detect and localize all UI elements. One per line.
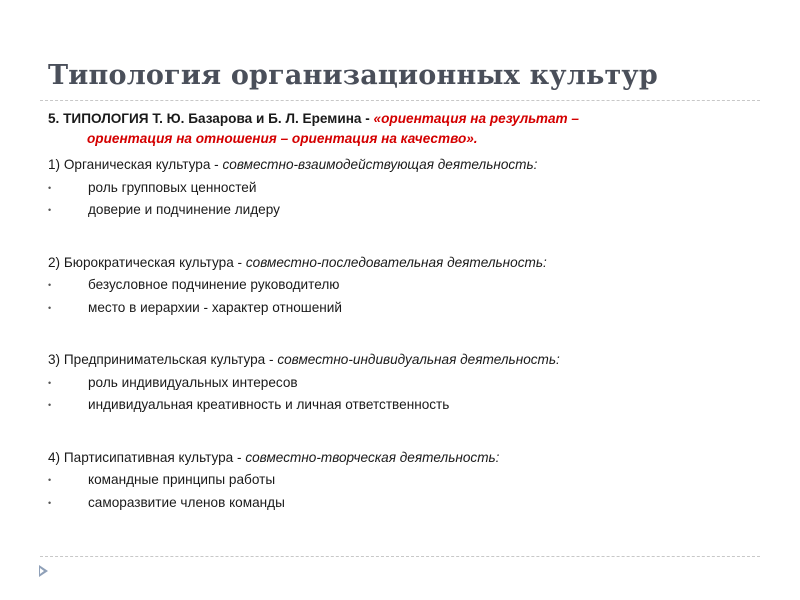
list-item-text: командные принципы работы	[88, 472, 276, 487]
bullet-icon: •	[48, 280, 52, 290]
list-item	[48, 199, 748, 222]
list-item	[48, 492, 748, 515]
typology-intro	[48, 108, 748, 150]
list-item	[48, 372, 748, 395]
slide-body	[48, 108, 748, 514]
list-item	[48, 274, 748, 297]
bullet-icon: •	[48, 205, 52, 215]
section-activity-type: совместно-последовательная деятельность:	[245, 254, 547, 270]
section-activity-type: совместно-творческая деятельность:	[245, 449, 500, 465]
section-heading-label: 3) Предпринимательская культура -	[48, 352, 278, 367]
spacer	[48, 417, 748, 439]
list-item	[48, 394, 748, 417]
list-item-text: безусловное подчинение руководителю	[88, 277, 340, 292]
intro-prefix: 5. ТИПОЛОГИЯ Т. Ю. Базарова и Б. Л. Еремина -	[48, 111, 374, 126]
section-heading-label: 4) Партисипативная культура -	[48, 449, 246, 465]
title-divider	[40, 100, 760, 101]
bullet-icon: •	[48, 475, 52, 485]
list-item-text: саморазвитие членов команды	[88, 494, 285, 510]
section-heading	[48, 154, 748, 177]
bullet-icon: •	[48, 497, 52, 508]
bullet-icon: •	[48, 302, 52, 313]
slide-title: Типология организационных культур	[48, 60, 658, 91]
play-arrow-icon[interactable]	[39, 565, 48, 577]
list-item-text: место в иерархии - характер отношений	[88, 299, 342, 315]
list-item	[48, 297, 748, 320]
bullet-icon: •	[48, 182, 52, 193]
section-heading-label: 1) Органическая культура -	[48, 157, 223, 172]
section-heading	[48, 252, 748, 275]
section-activity-type: совместно-индивидуальная деятельность:	[277, 352, 560, 367]
footer-divider	[40, 556, 760, 557]
bullet-icon: •	[48, 377, 52, 388]
list-item	[48, 177, 748, 200]
section-heading	[48, 349, 748, 372]
intro-accent-line2: ориентация на отношения – ориентация на качество».	[87, 130, 478, 146]
intro-accent-line1: «ориентация на результат –	[373, 111, 579, 126]
list-item	[48, 469, 748, 492]
list-item-text: доверие и подчинение лидеру	[88, 202, 280, 217]
spacer	[48, 222, 748, 244]
spacer	[48, 319, 748, 341]
list-item-text: индивидуальная креативность и личная ответственность	[88, 397, 450, 412]
section-heading	[48, 447, 748, 470]
bullet-icon: •	[48, 400, 52, 410]
section-heading-label: 2) Бюрократическая культура -	[48, 254, 246, 270]
list-item-text: роль индивидуальных интересов	[88, 374, 298, 390]
list-item-text: роль групповых ценностей	[88, 179, 257, 195]
section-activity-type: совместно-взаимодействующая деятельность:	[222, 157, 538, 172]
